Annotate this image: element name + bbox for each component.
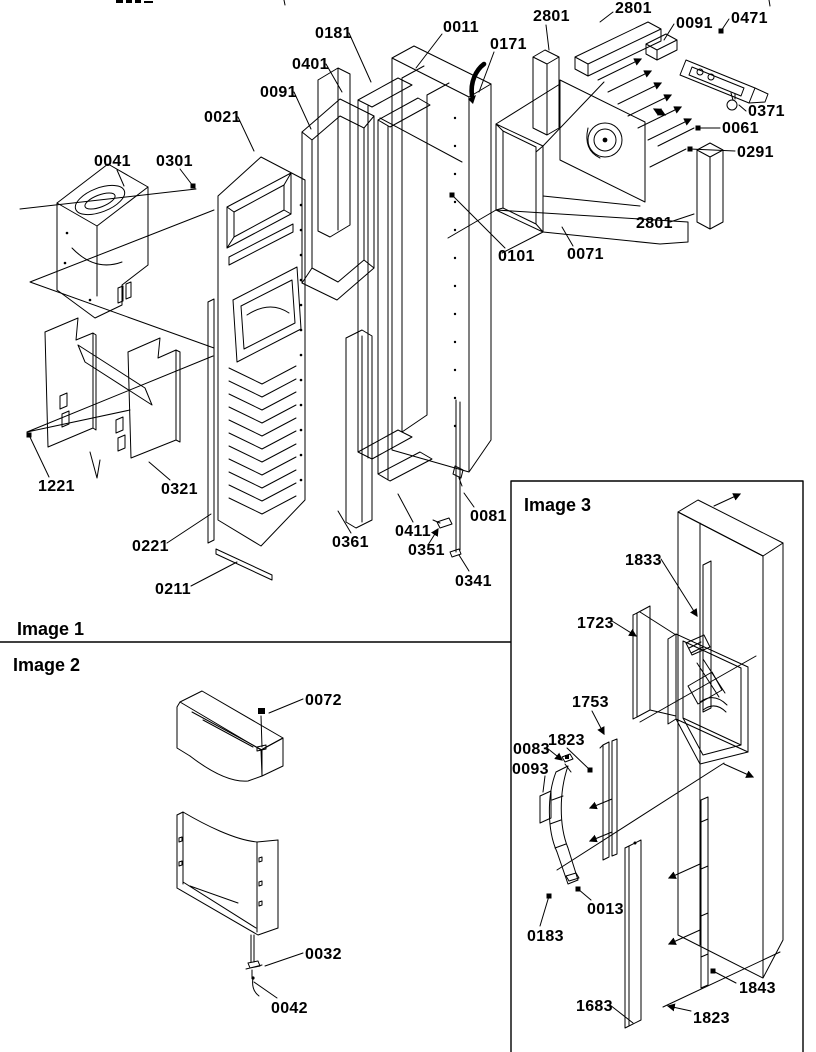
top-edge-tick <box>769 0 770 6</box>
part-number: 0083 <box>513 741 550 758</box>
part-number: 1823 <box>548 732 585 749</box>
leader-line <box>670 214 694 222</box>
part-1723-slab <box>633 606 650 719</box>
part-number: 0411 <box>395 523 431 540</box>
part-label-image2-0072 <box>269 692 342 713</box>
part-label-image1-0401 <box>292 56 342 92</box>
part-number: 0221 <box>132 538 169 555</box>
leader-dot <box>711 969 716 974</box>
part-1823-1843-strip <box>701 797 708 988</box>
leader-line <box>713 971 736 983</box>
part-label-image1-0361 <box>332 511 369 551</box>
part-label-image1-0061 <box>696 120 759 137</box>
image2-title: Image 2 <box>13 655 81 675</box>
part-number: 0011 <box>443 19 479 36</box>
leader-line <box>29 435 49 477</box>
leader-line <box>661 559 697 616</box>
part-label-image3-0013 <box>576 887 624 919</box>
leader-line <box>540 896 549 926</box>
part-number: 0061 <box>722 120 759 137</box>
part-label-image1-0091 <box>664 15 713 40</box>
part-1683-slab <box>625 840 641 1028</box>
part-number: 0091 <box>260 84 297 101</box>
part-number: 0211 <box>155 581 191 598</box>
image1-drawing <box>20 22 768 580</box>
part-number: 0072 <box>305 692 342 709</box>
leader-line <box>543 776 545 792</box>
leader-line <box>610 1005 633 1023</box>
part-label-image3-0093 <box>512 761 549 792</box>
part-label-image1-0321 <box>149 462 198 498</box>
part-label-image1-0081 <box>464 493 507 525</box>
image3-drawing <box>540 494 783 1028</box>
part-label-image1-0221 <box>132 514 211 555</box>
part-label-image1-0011 <box>416 19 479 68</box>
part-number: 0093 <box>512 761 549 778</box>
part-0011-door <box>392 46 491 472</box>
part-label-image3-0183 <box>527 894 564 946</box>
part-number: 0371 <box>748 103 785 120</box>
leader-dot <box>191 184 196 189</box>
part-label-image1-0071 <box>562 227 604 263</box>
part-number: 0341 <box>455 573 492 590</box>
leader-line <box>612 621 636 636</box>
part-label-image1-0041 <box>94 153 131 186</box>
leader-line <box>479 52 494 92</box>
part-number: 0042 <box>271 1000 308 1017</box>
part-callouts <box>27 0 785 1027</box>
part-label-image2-0032 <box>265 946 342 966</box>
part-number: 0091 <box>676 15 713 32</box>
part-label-image1-0101 <box>450 193 535 266</box>
part-label-image1-2801 <box>636 214 694 232</box>
part-number: 1723 <box>577 615 614 632</box>
assembly-arrows-3 <box>590 494 753 944</box>
part-1753-1823-strips <box>600 739 617 860</box>
part-number: 0081 <box>470 508 507 525</box>
part-0401-panel <box>318 68 350 237</box>
part-label-image3-1753 <box>572 694 609 734</box>
part-0072-upper-bin <box>177 691 283 781</box>
part-number: 2801 <box>533 8 570 25</box>
door-screw-holes <box>454 117 456 427</box>
leader-line <box>180 169 193 186</box>
leader-line <box>338 511 351 533</box>
part-number: 1221 <box>38 478 75 495</box>
leader-line <box>167 514 211 543</box>
part-number: 1683 <box>576 998 613 1015</box>
part-number: 0361 <box>332 534 369 551</box>
part-label-image1-0371 <box>739 103 785 120</box>
part-label-image1-2801 <box>533 8 570 50</box>
leader-dot <box>27 433 32 438</box>
leader-line <box>459 555 469 571</box>
part-label-image1-0411 <box>395 494 431 540</box>
part-number: 2801 <box>615 0 652 17</box>
part-number: 0171 <box>490 36 527 53</box>
part-label-image3-1823 <box>548 732 593 773</box>
part-label-image1-0291 <box>688 144 774 161</box>
image1-title: Image 1 <box>17 619 85 639</box>
leader-line <box>592 711 604 734</box>
leader-line <box>349 33 371 82</box>
part-label-image1-0091 <box>260 84 311 129</box>
leader-line <box>546 25 549 50</box>
part-0371-bulb <box>727 93 737 110</box>
part-number: 2801 <box>636 215 673 232</box>
part-label-image1-0181 <box>315 25 371 82</box>
part-number: 0071 <box>567 246 604 263</box>
part-lower-bin <box>177 812 278 935</box>
part-number: 1823 <box>693 1010 730 1027</box>
leader-line <box>269 699 303 713</box>
part-number: 0351 <box>408 542 445 559</box>
part-label-image1-0301 <box>156 153 196 189</box>
part-door-panel-3 <box>678 500 783 978</box>
leader-dot <box>576 887 581 892</box>
part-label-image1-0341 <box>455 555 492 590</box>
part-0221-strip <box>208 299 214 543</box>
part-0083-clip <box>562 754 573 772</box>
part-label-image1-0211 <box>155 562 237 598</box>
leader-dot <box>547 894 552 899</box>
leader-line <box>668 1006 691 1011</box>
part-label-image1-0021 <box>204 109 254 151</box>
leader-line <box>567 748 590 770</box>
part-number: 1753 <box>572 694 609 711</box>
part-number: 0291 <box>737 144 774 161</box>
leader-line <box>600 12 613 22</box>
part-0471-control-panel <box>680 60 768 103</box>
leader-line <box>254 982 277 998</box>
leader-dot <box>719 29 724 34</box>
part-number: 0181 <box>315 25 352 42</box>
leader-dot <box>688 147 693 152</box>
leader-line <box>149 462 170 480</box>
part-label-image3-1683 <box>576 998 633 1023</box>
leader-line <box>464 493 474 507</box>
leader-line <box>265 953 303 966</box>
part-number: 0301 <box>156 153 193 170</box>
image2-drawing <box>177 691 283 996</box>
part-number: 0032 <box>305 946 342 963</box>
image3-title: Image 3 <box>524 495 592 515</box>
part-number: 1843 <box>739 980 776 997</box>
leader-line <box>416 34 442 68</box>
part-number: 0471 <box>731 10 768 27</box>
part-0411-frame <box>378 98 432 481</box>
part-label-image2-0042 <box>254 982 308 1017</box>
part-0181-gasket <box>358 78 412 459</box>
part-number: 0013 <box>587 901 624 918</box>
leader-dot <box>588 768 593 773</box>
part-label-image3-1833 <box>625 552 697 616</box>
part-number: 0101 <box>498 248 535 265</box>
part-0032-0042-clamp-wire <box>246 935 262 996</box>
leader-line <box>739 105 746 111</box>
part-0021-door-liner <box>218 157 305 546</box>
leader-line <box>191 562 237 586</box>
part-label-image3-1823 <box>668 1006 730 1027</box>
part-0081-tube-clips <box>433 400 463 557</box>
leader-line <box>562 227 573 246</box>
part-0211-rod <box>216 549 272 580</box>
part-number: 0321 <box>161 481 198 498</box>
leader-line <box>452 195 505 248</box>
part-1221-0321-panels <box>45 318 180 478</box>
leader-dot <box>450 193 455 198</box>
cropped-label-fragment <box>116 0 285 5</box>
part-number: 0021 <box>204 109 241 126</box>
part-number: 0401 <box>292 56 329 73</box>
part-number: 1833 <box>625 552 662 569</box>
part-label-image1-2801 <box>600 0 652 22</box>
part-label-image1-1221 <box>27 433 75 496</box>
part-number: 0041 <box>94 153 131 170</box>
leader-line <box>398 494 413 522</box>
leader-dot <box>696 126 701 131</box>
part-number: 0183 <box>527 928 564 945</box>
part-label-image1-0471 <box>719 10 768 34</box>
part-label-image3-1723 <box>577 615 636 636</box>
